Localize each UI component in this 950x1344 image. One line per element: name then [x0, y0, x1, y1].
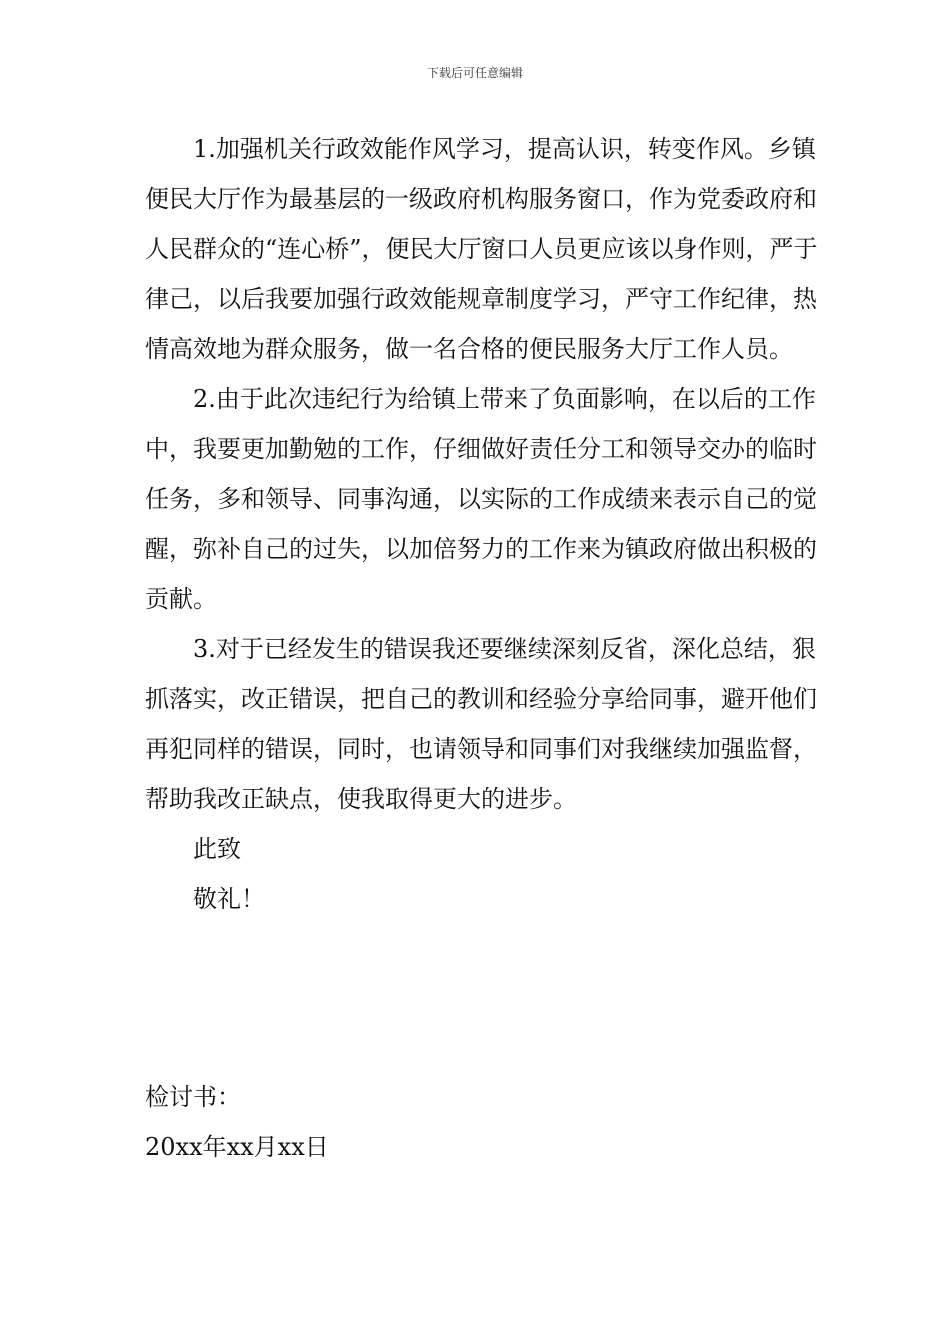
paragraph-3: 3.对于已经发生的错误我还要继续深刻反省，深化总结，狠抓落实，改正错误，把自己的教训和经验分享给同事，避开他们再犯同样的错误，同时，也请领导和同事们对我继续加强监督，帮助我改正缺点，使我取得更大的进步。 [145, 635, 817, 813]
closing-block [145, 824, 825, 924]
closing-salutation: 此致 [193, 835, 241, 863]
document-body [145, 124, 825, 924]
paragraph-2: 2.由于此次违纪行为给镇上带来了负面影响，在以后的工作中，我要更加勤勉的工作，仔细做好责任分工和领导交办的临时任务，多和领导、同事沟通，以实际的工作成绩来表示自己的觉醒，弥补自己的过失，以加倍努力的工作来为镇政府做出积极的贡献。 [145, 385, 817, 613]
signature-date: 20xx年xx月xx日 [145, 1133, 329, 1161]
page-header-note: 下载后可任意编辑 [426, 66, 523, 80]
paragraph-1: 1.加强机关行政效能作风学习，提高认识，转变作风。乡镇便民大厅作为最基层的一级政府机构服务窗口，作为党委政府和人民群众的“连心桥”，便民大厅窗口人员更应该以身作则，严于律己，以后我要加强行政效能规章制度学习，严守工作纪律，热情高效地为群众服务，做一名合格的便民服务大厅工作人员。 [145, 135, 818, 363]
signature-label: 检讨书： [145, 1083, 241, 1111]
closing-respect: 敬礼！ [193, 885, 265, 913]
signature-block [145, 1072, 329, 1172]
